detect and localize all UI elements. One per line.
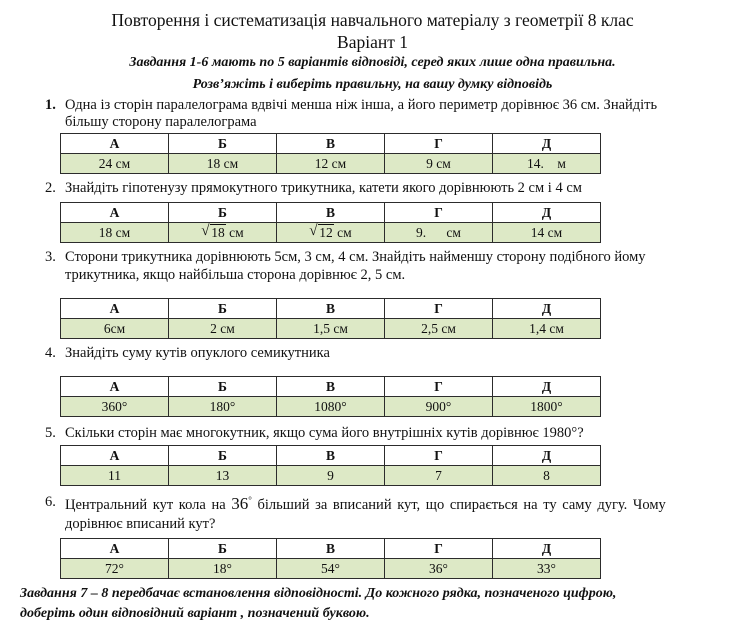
footer-instruction-line-1: Завдання 7 – 8 передбачає встановлення відповідності. До кожного рядка, позначеного цифрою, — [20, 586, 617, 601]
option-d-header: Д — [493, 377, 601, 397]
question-number: 6. — [45, 494, 56, 510]
variant-heading: Варіант 1 — [337, 32, 408, 52]
answer-v[interactable]: 1080° — [277, 397, 385, 417]
question-number: 4. — [45, 345, 56, 361]
option-b-header: Б — [169, 377, 277, 397]
answer-d[interactable]: 14 см — [493, 223, 601, 243]
answer-d[interactable]: 1800° — [493, 397, 601, 417]
answer-table-3 — [60, 298, 601, 339]
answer-v[interactable]: 54° — [277, 559, 385, 579]
option-v-header: В — [277, 539, 385, 559]
angle-value: 36° — [231, 494, 252, 513]
option-b-header: Б — [169, 134, 277, 154]
answer-table-4 — [60, 376, 601, 417]
question-text: Скільки сторін має многокутник, якщо сума його внутрішніх кутів дорівнює 1980°? — [65, 425, 584, 441]
option-a-header: А — [61, 377, 169, 397]
option-b-header: Б — [169, 299, 277, 319]
option-g-header: Г — [385, 299, 493, 319]
option-d-header: Д — [493, 446, 601, 466]
answer-table-1 — [60, 133, 601, 174]
document-title: Повторення і систематизація навчального матеріалу з геометрії 8 клас — [111, 10, 634, 30]
instruction-line-1: Завдання 1-6 мають по 5 варіантів відповіді, серед яких лише одна правильна. — [129, 55, 616, 70]
option-v-header: В — [277, 299, 385, 319]
option-g-header: Г — [385, 203, 493, 223]
option-v-header: В — [277, 134, 385, 154]
answer-d[interactable]: 8 — [493, 466, 601, 486]
answer-a[interactable]: 18 см — [61, 223, 169, 243]
question-text: Центральний кут кола на 36° більший за вписаний кут, що спирається на ту саму дугу. Чому — [65, 494, 666, 513]
answer-table-2 — [60, 202, 601, 243]
option-b-header: Б — [169, 446, 277, 466]
question-text: Знайдіть суму кутів опуклого семикутника — [65, 345, 330, 361]
option-a-header: А — [61, 203, 169, 223]
option-b-header: Б — [169, 203, 277, 223]
answer-a[interactable]: 6см — [61, 319, 169, 339]
answer-d[interactable]: 33° — [493, 559, 601, 579]
answer-b[interactable]: 18 см — [169, 154, 277, 174]
question-number: 3. — [45, 249, 56, 265]
option-a-header: А — [61, 134, 169, 154]
answer-a[interactable]: 72° — [61, 559, 169, 579]
footer-instruction-line-2: доберіть один відповідний варіант , позначений буквою. — [20, 606, 370, 621]
option-a-header: А — [61, 299, 169, 319]
question-number: 2. — [45, 180, 56, 196]
option-g-header: Г — [385, 134, 493, 154]
option-d-header: Д — [493, 299, 601, 319]
answer-b[interactable]: 18° — [169, 559, 277, 579]
answer-b[interactable]: 180° — [169, 397, 277, 417]
question-text: Знайдіть гіпотенузу прямокутного трикутника, катети якого дорівнюють 2 см і 4 см — [65, 180, 582, 196]
answer-v[interactable]: √ 12 см — [277, 223, 385, 243]
answer-g[interactable]: 9 см — [385, 154, 493, 174]
option-d-header: Д — [493, 134, 601, 154]
question-number: 1. — [45, 97, 56, 113]
answer-d[interactable]: 1,4 см — [493, 319, 601, 339]
option-v-header: В — [277, 377, 385, 397]
sqrt-expression: √ 18 — [201, 222, 225, 240]
answer-a[interactable]: 11 — [61, 466, 169, 486]
instruction-line-2: Розв’яжіть і виберіть правильну, на вашу думку відповідь — [192, 77, 553, 92]
question-text-line-2: дорівнює вписаний кут? — [65, 516, 216, 532]
answer-b[interactable]: 13 — [169, 466, 277, 486]
option-a-header: А — [61, 446, 169, 466]
answer-g[interactable]: 7 — [385, 466, 493, 486]
answer-a[interactable]: 24 см — [61, 154, 169, 174]
option-b-header: Б — [169, 539, 277, 559]
answer-a[interactable]: 360° — [61, 397, 169, 417]
answer-g[interactable]: 36° — [385, 559, 493, 579]
answer-v[interactable]: 9 — [277, 466, 385, 486]
answer-table-6 — [60, 538, 601, 579]
answer-v[interactable]: 1,5 см — [277, 319, 385, 339]
question-text-line-2: трикутника, якщо найбільша сторона дорівнює 2, 5 см. — [65, 267, 406, 283]
option-a-header: А — [61, 539, 169, 559]
question-text: Сторони трикутника дорівнюють 5см, 3 см, 4 см. Знайдіть найменшу сторону подібного йому — [65, 249, 646, 265]
option-v-header: В — [277, 203, 385, 223]
option-d-header: Д — [493, 539, 601, 559]
sqrt-expression: √ 12 — [309, 222, 333, 240]
option-g-header: Г — [385, 377, 493, 397]
question-text-line-2: більшу сторону паралелограма — [65, 114, 257, 130]
option-g-header: Г — [385, 539, 493, 559]
answer-d[interactable]: 14. м — [493, 154, 601, 174]
answer-g[interactable]: 2,5 см — [385, 319, 493, 339]
question-text: Одна із сторін паралелограма вдвічі менша ніж інша, а його периметр дорівнює 36 см. Знайдіть — [65, 97, 658, 113]
option-d-header: Д — [493, 203, 601, 223]
option-g-header: Г — [385, 446, 493, 466]
answer-b[interactable]: √ 18 см — [169, 223, 277, 243]
answer-table-5 — [60, 445, 601, 486]
question-number: 5. — [45, 425, 56, 441]
answer-g[interactable]: 900° — [385, 397, 493, 417]
option-v-header: В — [277, 446, 385, 466]
answer-g[interactable]: 9. см — [385, 223, 493, 243]
answer-v[interactable]: 12 см — [277, 154, 385, 174]
answer-b[interactable]: 2 см — [169, 319, 277, 339]
